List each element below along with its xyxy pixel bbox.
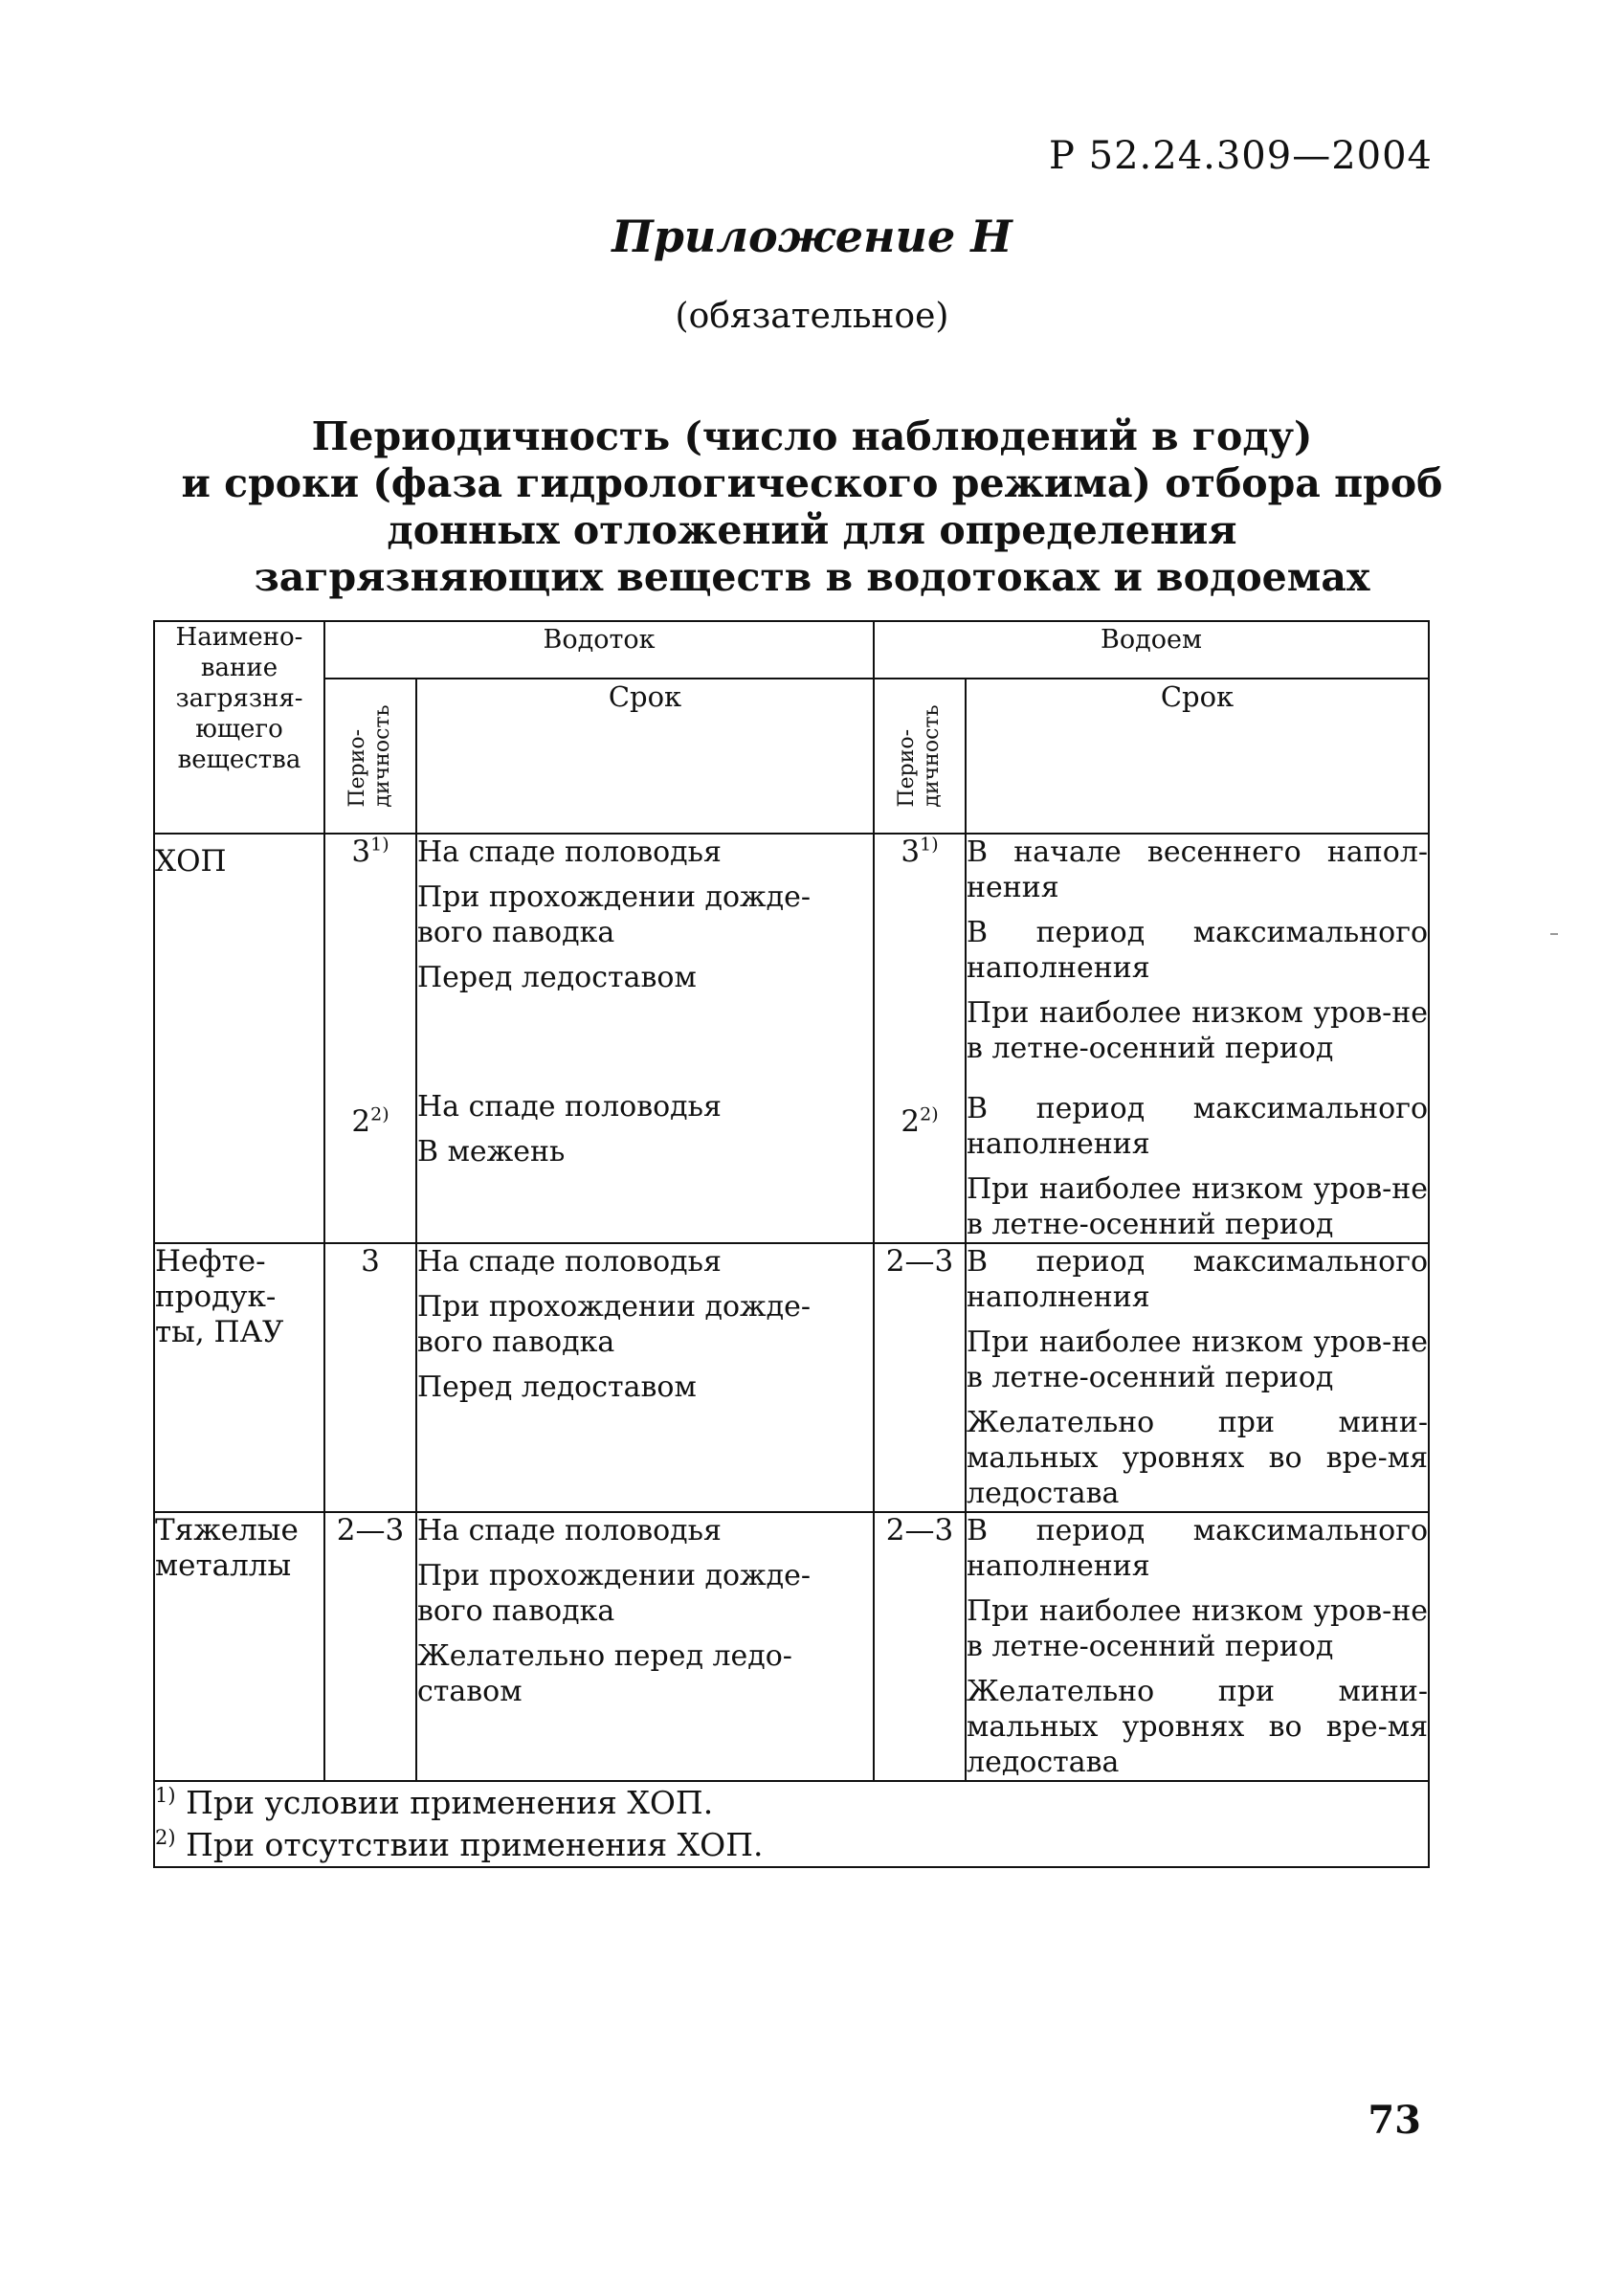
reservoir-periodicity-cell — [874, 1512, 966, 1781]
header-periodicity-line: Перио- — [345, 728, 369, 808]
header-watercourse-periodicity — [324, 679, 416, 834]
reservoir-periodicity-cell — [874, 1243, 966, 1512]
watercourse-term-cell — [416, 1512, 874, 1781]
term-item: В период максимального наполнения — [967, 1514, 1429, 1583]
term-item: В период максимального наполнения — [967, 1245, 1429, 1314]
table-title-line: Периодичность (число наблюдений в году) — [311, 413, 1313, 459]
pollutant-name-cell — [154, 834, 324, 1243]
header-name-line: вание — [200, 654, 278, 682]
header-periodicity-line: Перио- — [895, 728, 920, 808]
periodicity-value: 2—3 — [885, 1513, 954, 1547]
table-row — [154, 1512, 1429, 1781]
table-title-line: донных отложений для определения — [387, 507, 1237, 553]
periodicity-value: 3$^{1)}$ — [351, 834, 389, 869]
periodicity-value: 2$^{2)}$ — [351, 1103, 389, 1139]
header-name-line: загрязня- — [175, 684, 303, 713]
term-item: Перед ледоставом — [417, 1370, 697, 1404]
header-reservoir-periodicity — [874, 679, 966, 834]
table-title-line: загрязняющих веществ в водотоках и водоемах — [254, 554, 1370, 600]
term-item: При прохождении дожде-вого паводка — [417, 880, 811, 949]
watercourse-periodicity-cell — [324, 834, 416, 1243]
term-item: На спаде половодья — [417, 835, 722, 869]
header-periodicity-line: дичность — [920, 704, 945, 808]
table-title — [0, 413, 1624, 601]
term-item: При наиболее низком уров-не в летне-осенний период — [967, 1172, 1429, 1241]
pollutant-name-line: ты, ПАУ — [155, 1315, 284, 1349]
pollutant-name-cell — [154, 1243, 324, 1512]
term-item: При наиболее низком уров-не в летне-осенний период — [967, 996, 1429, 1065]
footnotes-row — [154, 1781, 1429, 1867]
header-reservoir: Водоем — [874, 621, 1429, 679]
header-periodicity-line: дичность — [370, 704, 394, 808]
reservoir-term-cell — [966, 834, 1429, 1243]
periodicity-value: 2—3 — [885, 1244, 954, 1279]
term-item: На спаде половодья — [417, 1090, 722, 1124]
pollutant-name-line: продук- — [155, 1280, 277, 1314]
page-number: 73 — [1368, 2098, 1421, 2143]
pollutant-name-line: металлы — [155, 1548, 292, 1583]
term-item: В межень — [417, 1135, 566, 1169]
margin-mark — [1550, 933, 1558, 935]
term-item: При прохождении дожде-вого паводка — [417, 1290, 811, 1359]
footnote: $^{1)}$ При условии применения ХОП. — [155, 1784, 714, 1821]
term-item: Желательно при мини-мальных уровнях во вре-мя ледостава — [967, 1675, 1429, 1779]
table-row — [154, 834, 1429, 1243]
periodicity-value: 2—3 — [336, 1513, 405, 1547]
table-title-line: и сроки (фаза гидрологического режима) отбора проб — [181, 460, 1443, 506]
term-item: При прохождении дожде-вого паводка — [417, 1559, 811, 1628]
term-item: В начале весеннего напол-нения — [967, 835, 1429, 904]
reservoir-term-cell — [966, 1243, 1429, 1512]
pollutant-name: ХОП — [155, 844, 227, 879]
table-row — [154, 1243, 1429, 1512]
footnotes-cell — [154, 1781, 1429, 1867]
appendix-status-note: (обязательное) — [675, 297, 949, 336]
header-name-line: Наимено- — [175, 623, 303, 652]
sampling-schedule-table — [153, 620, 1430, 1868]
watercourse-term-cell — [416, 1243, 874, 1512]
pollutant-name-cell — [154, 1512, 324, 1781]
header-reservoir-term: Срок — [966, 679, 1429, 834]
periodicity-value: 3 — [361, 1244, 380, 1279]
term-item: При наиболее низком уров-не в летне-осенний период — [967, 1594, 1429, 1663]
watercourse-periodicity-cell — [324, 1243, 416, 1512]
pollutant-name-line: Нефте- — [155, 1244, 266, 1279]
header-watercourse: Водоток — [324, 621, 874, 679]
watercourse-periodicity-cell — [324, 1512, 416, 1781]
term-item: Желательно при мини-мальных уровнях во вре-мя ледостава — [967, 1406, 1429, 1510]
term-item: При наиболее низком уров-не в летне-осенний период — [967, 1325, 1429, 1394]
watercourse-term-cell — [416, 834, 874, 1243]
header-pollutant-name — [154, 621, 324, 834]
term-item: На спаде половодья — [417, 1514, 722, 1547]
reservoir-periodicity-cell — [874, 834, 966, 1243]
footnote: $^{2)}$ При отсутствии применения ХОП. — [155, 1826, 764, 1863]
periodicity-value: 2$^{2)}$ — [901, 1103, 939, 1139]
term-item: В период максимального наполнения — [967, 916, 1429, 985]
header-name-line: ющего — [195, 715, 283, 744]
document-code: Р 52.24.309—2004 — [1049, 134, 1433, 178]
term-item: Желательно перед ледо-ставом — [417, 1639, 792, 1708]
reservoir-term-cell — [966, 1512, 1429, 1781]
appendix-title: Приложение Н — [612, 211, 1012, 262]
header-watercourse-term: Срок — [416, 679, 874, 834]
term-item: Перед ледоставом — [417, 961, 697, 994]
term-item: На спаде половодья — [417, 1245, 722, 1279]
term-item: В период максимального наполнения — [967, 1092, 1429, 1161]
pollutant-name-line: Тяжелые — [155, 1513, 299, 1547]
header-name-line: вещества — [177, 746, 301, 774]
periodicity-value: 3$^{1)}$ — [901, 834, 939, 869]
